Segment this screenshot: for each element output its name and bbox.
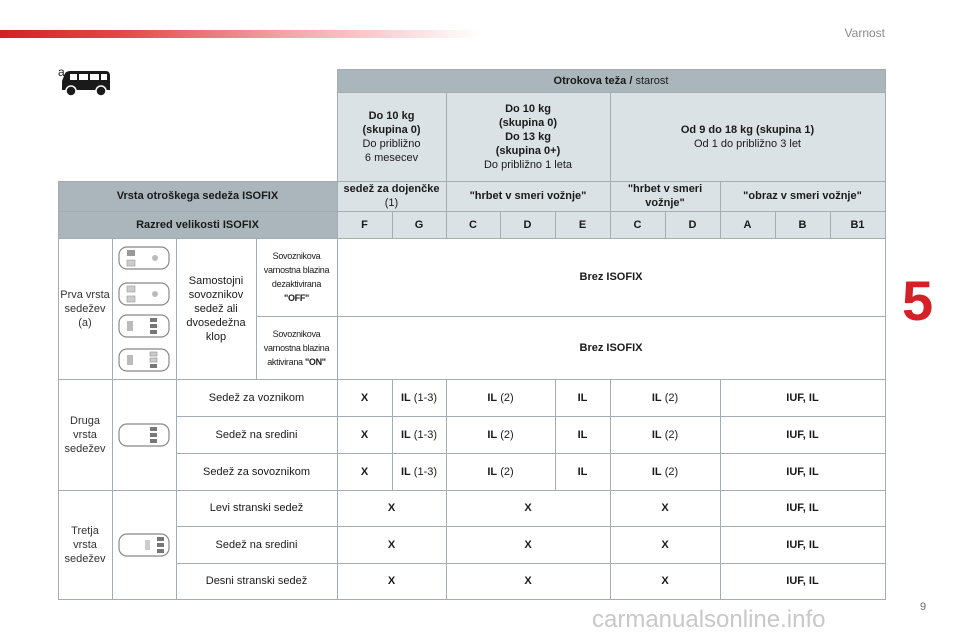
group-cell-2 [610,92,885,181]
size-class-cell: E [555,211,610,238]
e-note: (2) [497,391,514,404]
size-class-cell: B [775,211,830,238]
seat-name: Sedež za sovoznikom [203,465,310,478]
seat-name: Sedež na sredini [215,428,298,441]
seat-type-text: sedež za dojenčke [343,183,440,195]
seat-type-2: "hrbet v smeri vožnje" [610,181,720,211]
group-line: Od 1 do približno 3 let [693,137,801,150]
header-accent-bar [0,30,480,38]
size-class-label: Razred velikosti ISOFIX [58,211,337,238]
v3-value: X [661,538,669,551]
seat-name: Sedež za voznikom [208,391,305,404]
e-value [446,379,555,416]
e-value [446,453,555,490]
row2-label: Druga vrsta sedežev [64,414,106,455]
front-seat-diagram-1 [117,245,171,276]
airbag-off-state: "OFF" [283,293,310,303]
d2-value [610,379,720,416]
group-line: (skupina 0) [498,116,558,129]
third-row-seat-diagram [117,532,171,563]
weight-header [337,69,885,92]
airbag-on-text: Sovoznikova varnostna blazina aktivirana [263,328,330,367]
e-main: IL [487,428,498,441]
group-line: Do 10 kg [368,109,415,122]
cd-value [392,416,446,453]
e-note: (2) [497,465,514,478]
front-seat-diagram-2 [117,281,171,312]
cd-note: (1-3) [410,391,438,404]
c2-value: IL [577,391,588,404]
group-line: 6 mesecev [364,151,419,164]
seat-type-1: "hrbet v smeri vožnje" [446,181,610,211]
airbag-off-text: Sovoznikova varnostna blazina dezaktivirana [263,251,330,289]
d2-main: IL [651,465,662,478]
seat-type-3: "obraz v smeri vožnje" [720,181,885,211]
size-class-cell: F [337,211,392,238]
fg-value: X [360,465,369,478]
group-line: Od 9 do 18 kg (skupina 1) [680,123,815,136]
airbag-on-state: "ON" [304,356,326,367]
front-bench-diagram-1 [117,313,171,344]
chapter-number: 5 [902,269,934,332]
seat-name: Desni stranski sedež [205,575,308,587]
e-value [446,416,555,453]
v4-value: IUF, IL [786,575,819,587]
group-line: (skupina 0) [362,123,421,136]
size-class-cell: A [720,211,775,238]
seat-type-0 [337,181,446,211]
d2-note: (2) [661,391,679,404]
ab-value: IUF, IL [786,391,819,404]
seat-name: Sedež na sredini [215,538,298,551]
size-class-cell: G [392,211,446,238]
size-class-cell: D [665,211,720,238]
v4-value: IUF, IL [786,538,819,551]
size-class-cell: C [446,211,500,238]
v2-value: X [524,502,532,514]
group-line: Do približno [362,137,421,150]
cd-main: IL [400,391,411,404]
d2-note: (2) [661,428,679,441]
cd-value [392,453,446,490]
ab-value: IUF, IL [786,465,819,478]
d2-value [610,453,720,490]
v4-value: IUF, IL [786,502,819,514]
c2-value: IL [577,428,588,441]
v2-value: X [524,538,532,551]
d2-main: IL [651,391,662,404]
watermark: carmanualsonline.info [592,606,826,633]
seat-name: Levi stranski sedež [209,502,304,514]
group-line: Do približno 1 leta [483,158,573,171]
v2-value: X [524,575,532,587]
seat-type-note: (1) [384,197,399,209]
cd-main: IL [400,465,411,478]
front-bench-diagram-2 [117,347,171,378]
d2-main: IL [651,428,662,441]
group-cell-1 [446,92,610,181]
group-cell-0 [337,92,446,181]
v3-value: X [661,575,669,587]
cd-main: IL [400,428,411,441]
section-title: Varnost [844,26,885,40]
v1-value: X [387,502,396,514]
fg-value: X [360,391,369,404]
row3-label: Tretja vrsta sedežev [64,524,106,565]
cd-note: (1-3) [410,465,438,478]
seat-type-label: Vrsta otroškega sedeža ISOFIX [58,181,337,211]
no-isofix-on: Brez ISOFIX [579,341,643,354]
e-main: IL [487,465,498,478]
size-class-cell: B1 [830,211,885,238]
fg-value: X [360,428,369,441]
group-line: Do 10 kg [505,102,551,115]
c2-value: IL [577,465,588,478]
cd-value [392,379,446,416]
v1-value: X [387,575,396,587]
icon-label: a [58,65,65,79]
d2-note: (2) [661,465,679,478]
row1-position: Samostojni sovoznikov sedež ali dvosedežna klop [186,274,246,343]
e-main: IL [487,391,498,404]
group-line: (skupina 0+) [495,144,561,157]
d2-value [610,416,720,453]
weight-title-bold: Otrokova teža / [553,74,636,87]
size-class-cell: C [610,211,665,238]
row1-label: Prva vrsta sedežev (a) [60,288,110,329]
cd-note: (1-3) [410,428,438,441]
airbag-off-cell [256,238,337,316]
v1-value: X [387,538,396,551]
ab-value: IUF, IL [786,428,819,441]
second-row-seat-diagram [117,422,171,453]
no-isofix-off: Brez ISOFIX [579,271,643,283]
v3-value: X [661,502,669,514]
weight-title-rest: starost [635,74,669,87]
page-number: 9 [920,601,927,613]
e-note: (2) [497,428,514,441]
group-line: Do 13 kg [505,130,551,143]
size-class-cell: D [500,211,555,238]
airbag-on-cell [256,316,337,379]
